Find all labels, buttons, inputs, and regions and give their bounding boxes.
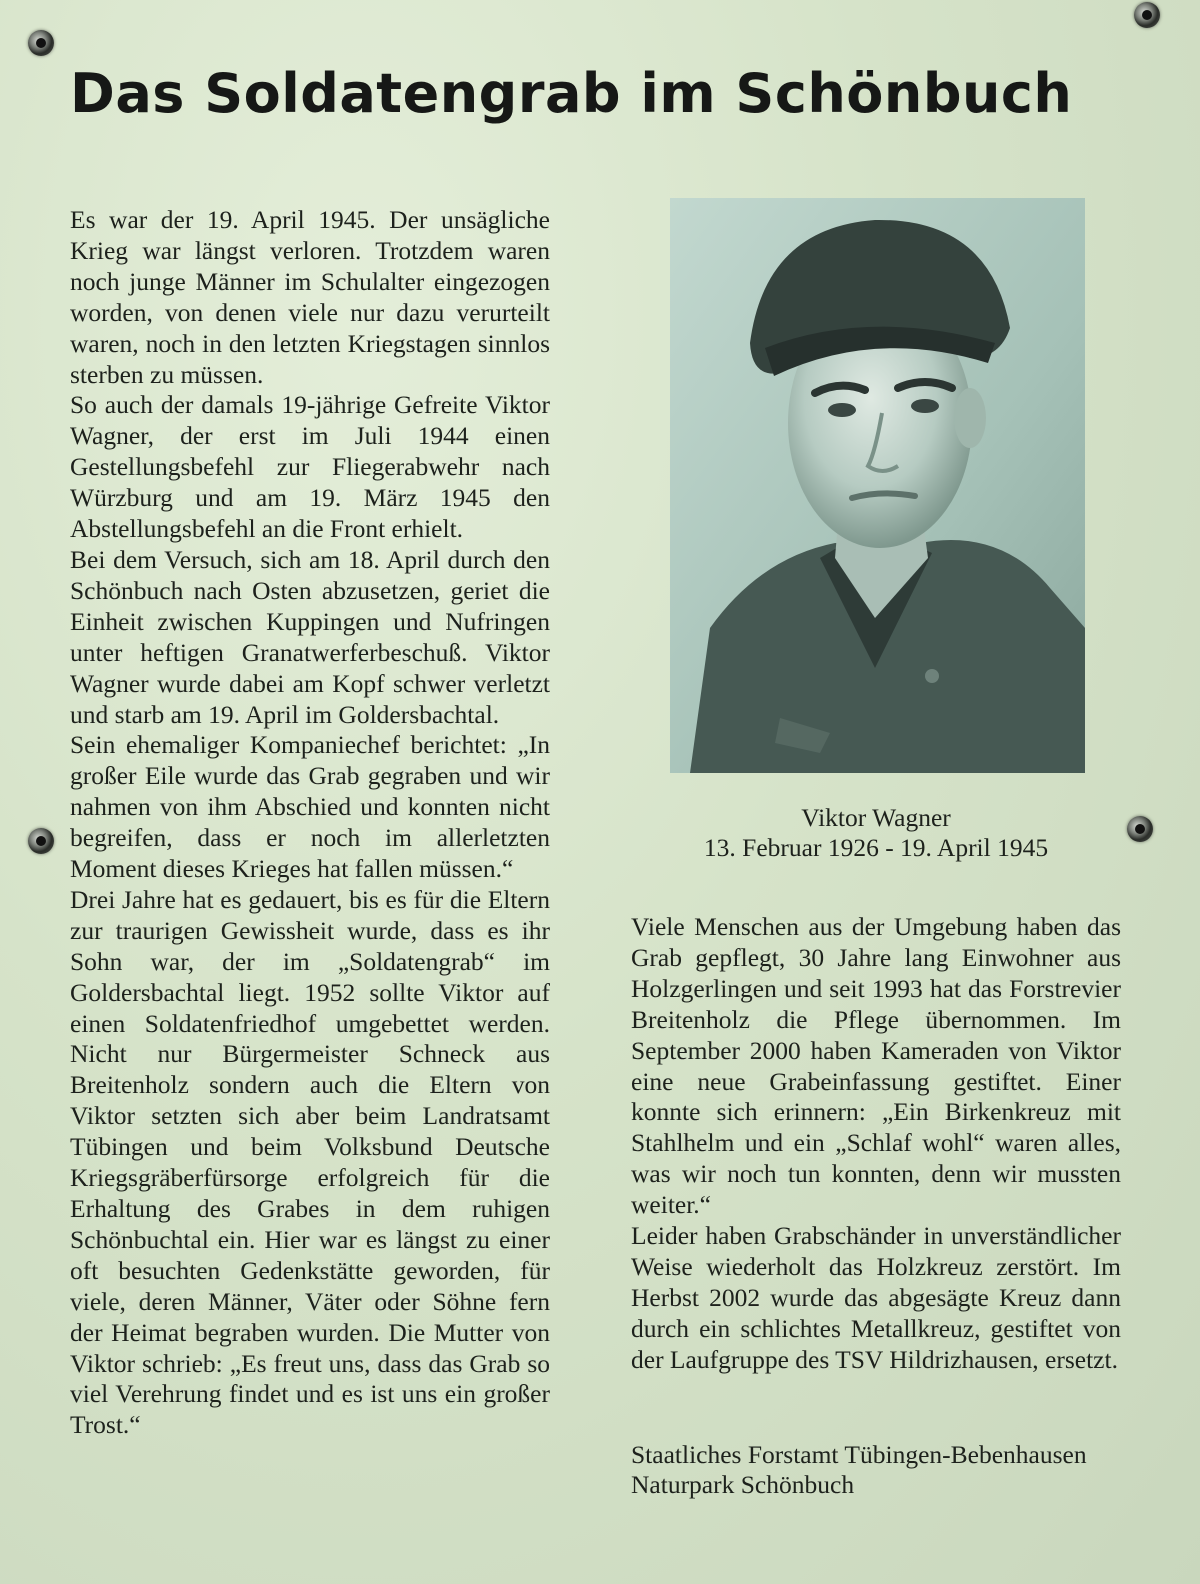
screw-middle-right — [1127, 816, 1153, 842]
paragraph: Leider haben Grabschänder in unverständlicher Weise wiederholt das Holzkreuz zerstört. Im Herbst 2002 wurde das abgesägte Kreuz dann durch ein schlichtes Metallkreuz, gestiftet von der Laufgruppe des TSV Hildrizhausen, ersetzt. — [631, 1221, 1121, 1374]
portrait-photo — [670, 198, 1085, 773]
caption-name: Viktor Wagner — [801, 803, 951, 832]
page-title: Das Soldatengrab im Schönbuch — [70, 62, 1073, 125]
screw-middle-left — [28, 828, 54, 854]
paragraph: Sein ehemaliger Kompaniechef berichtet: „In großer Eile wurde das Grab gegraben und wir nahmen von ihm Abschied und konnten nicht begreifen, dass er noch im allerletzten Moment dieses Krieges hat fallen müssen.“ — [70, 730, 550, 884]
left-text-column — [70, 205, 550, 1441]
right-text-column — [631, 912, 1121, 1376]
paragraph: Bei dem Versuch, sich am 18. April durch den Schönbuch nach Osten abzusetzen, geriet die Einheit zwischen Kuppingen und Nufringen unter heftigen Granatwerferbeschuß. Viktor Wagner wurde dabei am Kopf schwer verletzt und starb am 19. April im Goldersbachtal. — [70, 544, 550, 729]
footer-line-forestry-office: Staatliches Forstamt Tübingen-Bebenhausen — [631, 1440, 1087, 1469]
caption-dates: 13. Februar 1926 - 19. April 1945 — [703, 833, 1049, 862]
photo-caption — [631, 803, 1121, 863]
footer-line-nature-park: Naturpark Schönbuch — [631, 1470, 855, 1499]
screw-top-right — [1134, 2, 1160, 28]
paragraph: Es war der 19. April 1945. Der unsägliche Krieg war längst verloren. Trotzdem waren noch junge Männer im Schulalter eingezogen worden, von denen viele nur dazu verurteilt waren, noch in den letzten Kriegstagen sinnlos sterben zu müssen. — [70, 205, 550, 389]
footer-credits — [631, 1440, 1151, 1500]
paragraph: Viele Menschen aus der Umgebung haben das Grab gepflegt, 30 Jahre lang Einwohner aus Holzgerlingen und seit 1993 hat das Forstrevier Breitenholz die Pflege übernommen. Im September 2000 haben Kameraden von Viktor eine neue Grabeinfassung gestiftet. Einer konnte sich erinnern: „Ein Birkenkreuz mit Stahlhelm und ein „Schlaf wohl“ waren alles, was wir noch tun konnten, denn wir mussten weiter.“ — [631, 912, 1121, 1220]
screw-top-left — [28, 30, 54, 56]
paragraph: Drei Jahre hat es gedauert, bis es für die Eltern zur traurigen Gewissheit wurde, dass es ihr Sohn war, der im „Soldatengrab“ im Goldersbachtal liegt. 1952 sollte Viktor auf einen Soldatenfriedhof umgebettet werden. Nicht nur Bürgermeister Schneck aus Breitenholz sondern auch die Eltern von Viktor setzten sich aber beim Landratsamt Tübingen und beim Volksbund Deutsche Kriegsgräberfürsorge erfolgreich für die Erhaltung des Grabes in dem ruhigen Schönbuchtal ein. Hier war es längst zu einer oft besuchten Gedenkstätte geworden, für viele, deren Männer, Väter oder Söhne fern der Heimat begraben wurden. Die Mutter von Viktor schrieb: „Es freut uns, dass das Grab so viel Verehrung findet und es ist uns ein großer Trost.“ — [70, 884, 550, 1440]
paragraph: So auch der damals 19-jährige Gefreite Viktor Wagner, der erst im Juli 1944 einen Gestellungsbefehl zur Fliegerabwehr nach Würzburg und am 19. März 1945 den Abstellungsbefehl an die Front erhielt. — [70, 390, 550, 544]
